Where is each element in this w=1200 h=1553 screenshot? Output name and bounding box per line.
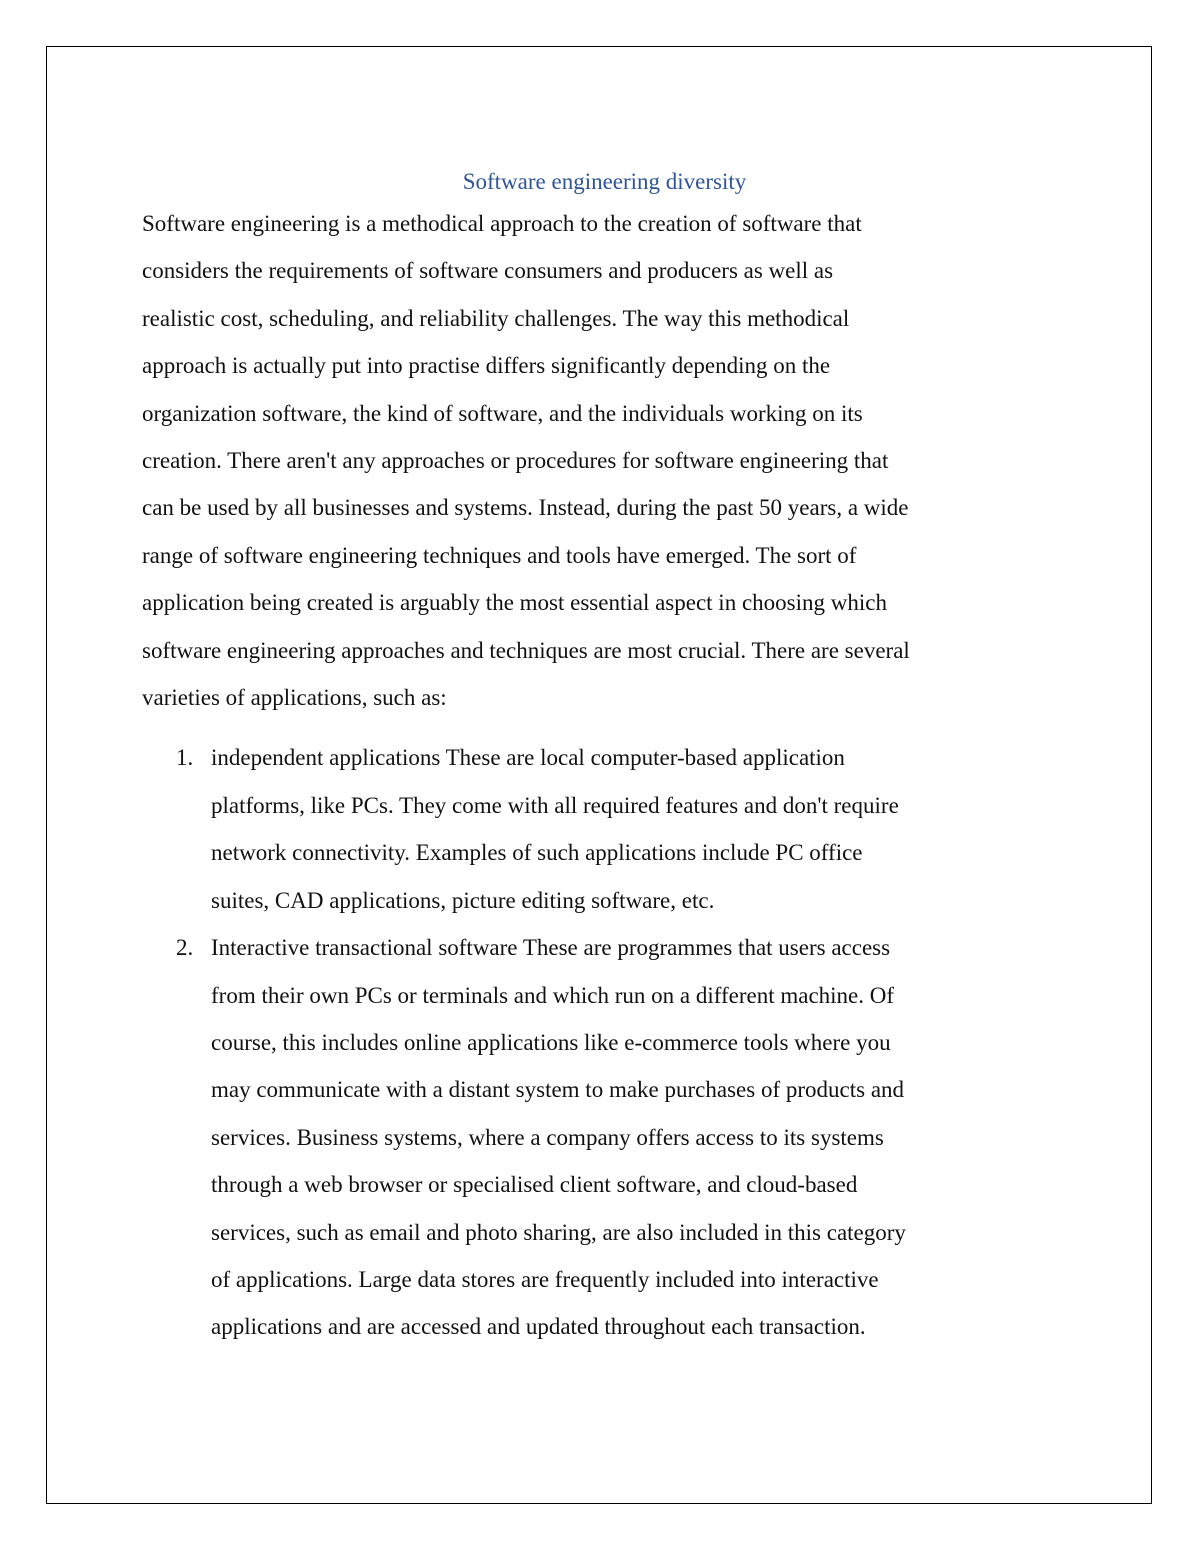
intro-line: software engineering approaches and techniques are most crucial. There are several xyxy=(142,637,910,663)
list-item-line: course, this includes online applications like e-commerce tools where you xyxy=(211,1029,891,1055)
list-item-line: through a web browser or specialised client software, and cloud-based xyxy=(211,1172,858,1198)
intro-line: creation. There aren't any approaches or procedures for software engineering that xyxy=(142,448,889,474)
list-item-line: services. Business systems, where a company offers access to its systems xyxy=(211,1124,884,1150)
intro-line: realistic cost, scheduling, and reliability challenges. The way this methodical xyxy=(142,305,850,331)
list-number: 2. xyxy=(176,935,194,961)
list-item-line: services, such as email and photo sharing, are also included in this category xyxy=(211,1219,906,1245)
document-body xyxy=(142,164,1067,1351)
intro-line: organization software, the kind of software, and the individuals working on its xyxy=(142,400,863,426)
intro-line: can be used by all businesses and systems. Instead, during the past 50 years, a wide xyxy=(142,495,909,521)
applications-list xyxy=(142,734,1067,1350)
intro-line: approach is actually put into practise differs significantly depending on the xyxy=(142,353,831,379)
list-item-line: may communicate with a distant system to make purchases of products and xyxy=(211,1077,905,1103)
list-item-line: suites, CAD applications, picture editing software, etc. xyxy=(211,887,715,913)
list-item-line: applications and are accessed and updated throughout each transaction. xyxy=(211,1314,866,1340)
intro-line: range of software engineering techniques and tools have emerged. The sort of xyxy=(142,542,857,568)
list-item-line: of applications. Large data stores are frequently included into interactive xyxy=(211,1266,879,1292)
list-item-line: independent applications These are local computer-based application xyxy=(211,745,845,771)
list-item-line: from their own PCs or terminals and which run on a different machine. Of xyxy=(211,982,895,1008)
intro-paragraph xyxy=(142,200,1067,721)
list-item-line: platforms, like PCs. They come with all required features and don't require xyxy=(211,792,899,818)
intro-line: Software engineering is a methodical approach to the creation of software that xyxy=(142,211,862,236)
list-item-line: network connectivity. Examples of such applications include PC office xyxy=(211,840,863,866)
document-title: Software engineering diversity xyxy=(462,169,747,194)
list-item-independent-applications xyxy=(142,734,1067,924)
list-item-line: Interactive transactional software These are programmes that users access xyxy=(211,935,891,961)
intro-line: varieties of applications, such as: xyxy=(142,685,447,711)
intro-line: considers the requirements of software consumers and producers as well as xyxy=(142,258,834,284)
list-number: 1. xyxy=(176,745,194,771)
intro-line: application being created is arguably the most essential aspect in choosing which xyxy=(142,590,887,616)
list-item-interactive-transactional-software xyxy=(142,924,1067,1351)
